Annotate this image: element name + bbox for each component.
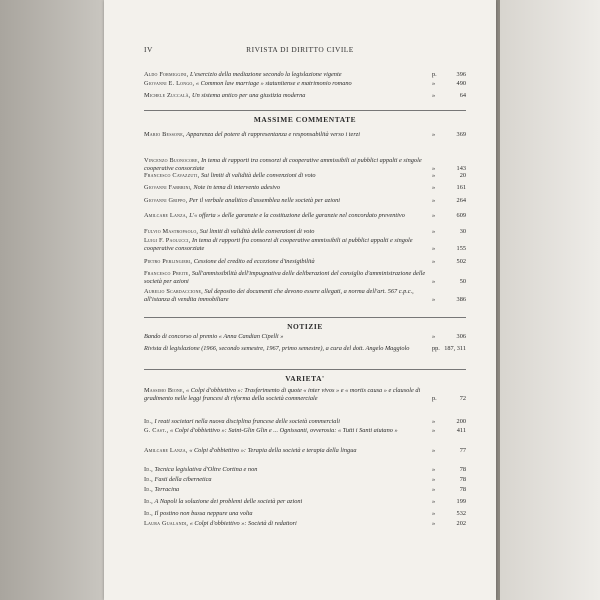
entry-page [432,296,466,304]
section-divider [144,110,466,111]
page-ref-mark: » [432,333,436,340]
page-ref-number: 264 [456,197,466,204]
page-ref-number: 609 [456,212,466,219]
entry-author: Id., [144,486,153,493]
page-ref-number: 143 [456,164,466,172]
page-ref-mark: » [432,197,436,204]
entry-text [144,333,466,341]
entry-author: Mario Bessone, [144,131,185,138]
entry-text [144,197,466,205]
entry-page [432,197,466,205]
entry-author: Id., [144,466,153,473]
index-entry [144,270,466,286]
index-entry [144,157,466,173]
page-ref-mark: p. [432,394,437,402]
page-ref-mark: » [432,172,436,179]
index-entry [144,288,466,304]
page-ref-number: 532 [456,510,466,517]
entry-author: Michele Zuccalà, [144,92,191,99]
page-ref-mark: » [432,295,436,303]
entry-text [144,510,466,518]
entry-text [144,184,466,192]
entry-title: « Colpi d'obbiettivo »: Società di redattori [189,520,297,527]
entry-page [432,486,466,494]
entry-title: « Colpi d'obbiettivo »: Terapia della società e terapia della lingua [189,447,357,454]
entry-text [144,258,466,266]
page-number: IV [144,45,153,54]
entry-title: Terracina [154,486,180,493]
entry-text [144,228,466,236]
page-ref-mark: » [432,164,436,172]
entry-title: In tema di rapporti fra consorzi di cooperative ammissibili ai pubblici appalti e singole cooperative consorziate [144,237,413,252]
entry-text [144,71,466,79]
entry-author: Vincenzo Buonocore, [144,157,200,164]
page-ref-mark: » [432,244,436,252]
entry-author: Francesco Preite, [144,270,191,277]
entry-title: Fasti della cibernetica [154,476,212,483]
page-ref-number: 20 [459,172,466,179]
entry-title: Tecnica legislativa d'Oltre Cortina e non [154,466,258,473]
page-ref-mark: » [432,80,436,87]
entry-title: Note in tema di intervento adesivo [193,184,280,191]
entry-page [432,418,466,426]
entry-author: Francesco Cavazzuti, [144,172,200,179]
page-ref-mark: » [432,447,436,454]
page-ref-number: 490 [456,80,466,87]
entry-author: Luigi F. Paolucci, [144,237,191,244]
page-ref-mark: » [432,466,436,473]
page-ref-number: 369 [456,131,466,138]
entry-text [144,466,466,474]
entry-page [432,395,466,403]
entry-text [144,520,466,528]
page-ref-mark: » [432,476,436,483]
entry-text [144,270,466,286]
page-ref-number: 77 [459,447,466,454]
index-entry [144,258,466,266]
entry-title: A Napoli la soluzione dei problemi delle società per azioni [154,498,303,505]
page-ref-number: 202 [456,520,466,527]
page-ref-number: 64 [459,92,466,99]
index-entry [144,498,466,506]
index-entry [144,237,466,253]
page-ref-number: 306 [456,333,466,340]
section-heading: MASSIME COMMENTATE [253,115,357,124]
entry-author: Giovanni Grippo, [144,197,188,204]
entry-author: Laura Gualandi, [144,520,189,527]
entry-author: Id., [144,498,153,505]
index-entry [144,92,466,100]
entry-text [144,92,466,100]
page-ref-number: 187, 311 [444,345,466,352]
index-entry [144,418,466,426]
entry-author: Id., [144,476,153,483]
page-ref-number: 78 [459,466,466,473]
entry-author: G. Cast., [144,427,169,434]
entry-page [432,258,466,266]
entry-text [144,476,466,484]
entry-page [432,447,466,455]
page-ref-mark: » [432,510,436,517]
entry-page [432,510,466,518]
page-ref-mark: pp. [432,345,440,352]
entry-author: Giovanni E. Longo, [144,80,195,87]
entry-author: Amilcare Lanza, [144,447,188,454]
entry-title: Rivista di legislazione (1966, secondo semestre, 1967, primo semestre), a cura del dott. Angelo Maggiolo [144,345,410,352]
entry-page [432,71,466,79]
index-entry [144,520,466,528]
entry-title: L'« offerta » delle garanzie e la costituzione delle garanzie nel concordato preventivo [189,212,405,219]
page-ref-mark: » [432,486,436,493]
entry-author: Massimo Bione, [144,387,185,394]
index-entry [144,197,466,205]
page-ref-number: 50 [459,277,466,285]
entry-page [432,520,466,528]
entry-author: Id., [144,510,153,517]
section-divider [144,317,466,318]
entry-author: Id., [144,418,153,425]
entry-title: Sull'ammissibilità dell'impugnativa delle deliberazioni del consiglio d'amministrazione delle società per azioni [144,270,426,285]
index-entry [144,80,466,88]
index-entry [144,212,466,220]
entry-text [144,172,466,180]
page-ref-number: 72 [459,394,466,402]
entry-title: Il postino non bussa neppure una volta [154,510,253,517]
index-entry [144,184,466,192]
page-ref-mark: p. [432,71,437,78]
page-ref-number: 78 [459,486,466,493]
index-entry [144,228,466,236]
entry-text [144,418,466,426]
entry-title: Bando di concorso al premio « Anna Candian Cipelli » [144,333,284,340]
page-ref-mark: » [432,520,436,527]
page-ref-number: 386 [456,295,466,303]
page-ref-number: 161 [456,184,466,191]
entry-title: Per il verbale analitico d'assemblea nelle società per azioni [188,197,340,204]
background-right [500,0,600,600]
entry-page [432,184,466,192]
background-left [0,0,104,600]
entry-text [144,447,466,455]
index-entry [144,466,466,474]
entry-page [432,466,466,474]
section-heading: NOTIZIE [287,322,323,331]
entry-page [432,212,466,220]
page-ref-mark: » [432,427,436,434]
entry-text [144,80,466,88]
section-divider [144,369,466,370]
index-entry [144,387,466,403]
page-ref-number: 155 [456,244,466,252]
page-ref-number: 411 [456,427,466,434]
page-ref-mark: » [432,184,436,191]
entry-text [144,427,466,435]
page-ref-mark: » [432,418,436,425]
section-heading: VARIETA' [285,374,325,383]
entry-page [432,131,466,139]
page-ref-number: 199 [456,498,466,505]
index-entry [144,510,466,518]
entry-title: I reati societari nella nuova disciplina francese delle società commerciali [154,418,340,425]
entry-title: Sui limiti di validità delle convenzioni di voto [199,228,315,235]
entry-title: « Colpi d'obbiettivo »: Trasferimento di quote « inter vivos » e « mortis causa » e clausole di gradimento nelle leggi francesi di riforma della società commerciale [144,387,421,402]
entry-title: Sui limiti di validità delle convenzioni di voto [200,172,316,179]
entry-title: « Colpi d'obbiettivo »: Saint-Glin Glin e ... Ognissanti, ovverosia: « Tutti i Santi aiutano » [169,427,398,434]
entry-page [432,498,466,506]
entry-author: Pietro Perlingieri, [144,258,193,265]
running-header [144,45,456,54]
entry-page [432,245,466,253]
page-ref-mark: » [432,228,436,235]
page-ref-mark: » [432,258,436,265]
entry-author: Amilcare Lanza, [144,212,188,219]
entry-text [144,237,466,253]
page-ref-number: 78 [459,476,466,483]
book-page [104,0,496,600]
journal-title: RIVISTA DI DIRITTO CIVILE [246,45,354,54]
entry-author: Aldo Formiggini, [144,71,189,78]
entry-page [432,172,466,180]
entry-page [432,333,466,341]
entry-page [432,345,466,353]
page-ref-number: 30 [459,228,466,235]
page-ref-mark: » [432,277,436,285]
entry-title: Apparenza del potere di rappresentanza e responsabilità verso i terzi [186,131,361,138]
entry-title: Cessione del credito ed eccezione d'inesigibilità [193,258,315,265]
entry-text [144,345,466,353]
entry-title: Sul deposito dei documenti che devono essere allegati, a norma dell'art. 567 c.p.c., all'istanza di vendita immobiliare [144,288,414,303]
entry-page [432,228,466,236]
entry-title: « Common law marriage » statunitense e matrimonio romano [195,80,352,87]
entry-author: Fulvio Mastropaolo, [144,228,199,235]
entry-page [432,80,466,88]
page-ref-number: 396 [456,71,466,78]
entry-text [144,212,466,220]
entry-author: Giovanni Fabbrini, [144,184,192,191]
index-entry [144,71,466,79]
entry-title: In tema di rapporti tra consorzi di cooperative ammissibili ai pubblici appalti e singole cooperative consorziate [144,157,422,172]
index-entry [144,172,466,180]
entry-title: L'esercizio della mediazione secondo la legislazione vigente [189,71,342,78]
entry-text [144,157,466,173]
index-entry [144,447,466,455]
index-entry [144,476,466,484]
entry-text [144,486,466,494]
index-entry [144,345,466,353]
page-ref-mark: » [432,131,436,138]
index-entry [144,427,466,435]
entry-title: Un sistema antico per una giustizia moderna [192,92,306,99]
index-entry [144,333,466,341]
page-ref-number: 502 [456,258,466,265]
page-ref-mark: » [432,498,436,505]
entry-text [144,387,466,403]
entry-page [432,92,466,100]
page-ref-number: 200 [456,418,466,425]
entry-author: Aurelio Scardaccione, [144,288,203,295]
page-ref-mark: » [432,92,436,99]
entry-text [144,288,466,304]
index-entry [144,131,466,139]
page-ref-mark: » [432,212,436,219]
entry-page [432,427,466,435]
entry-page [432,476,466,484]
entry-text [144,498,466,506]
entry-text [144,131,466,139]
entry-page [432,278,466,286]
index-entry [144,486,466,494]
